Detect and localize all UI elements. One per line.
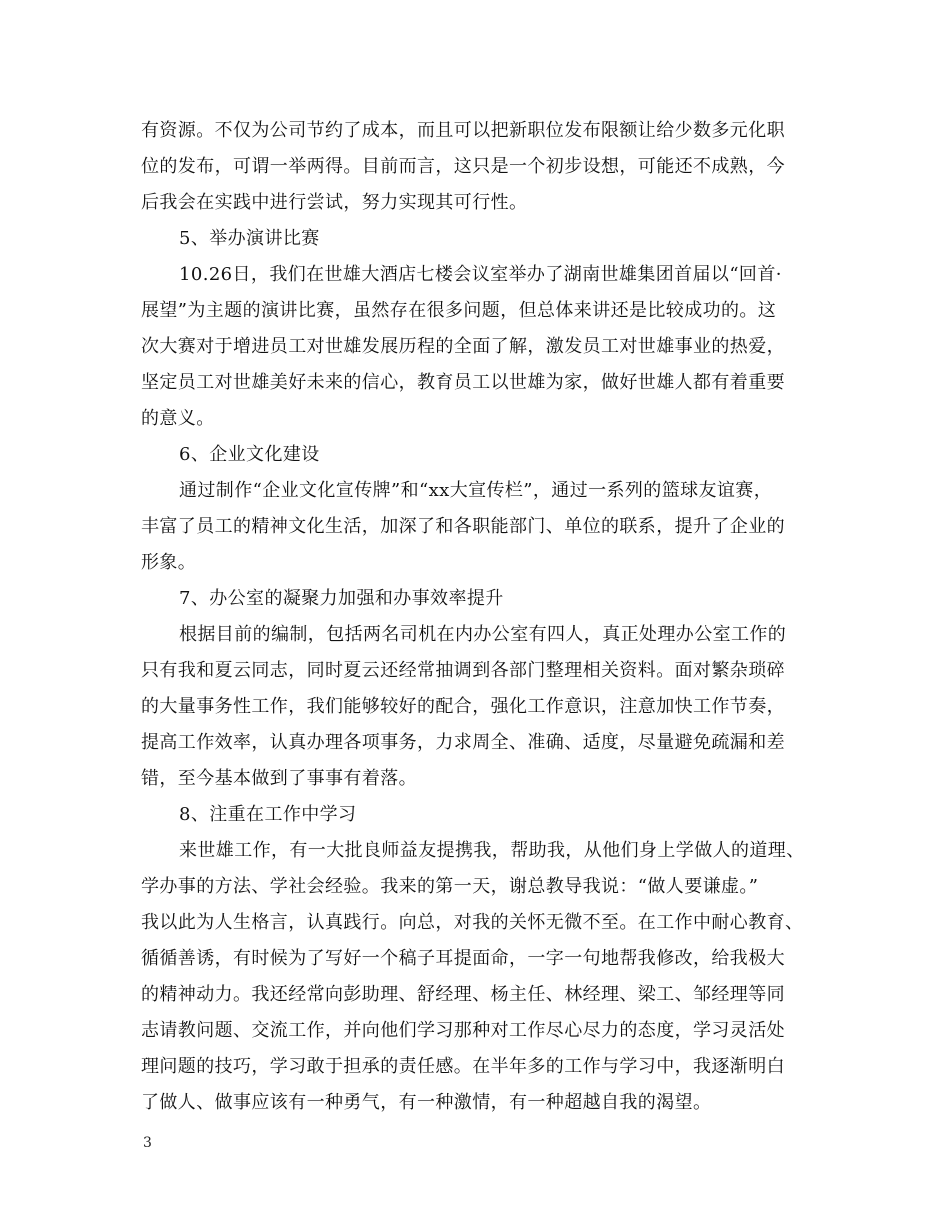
text-line: 只有我和夏云同志，同时夏云还经常抽调到各部门整理相关资料。面对繁杂琐碎 xyxy=(141,660,785,681)
paragraph-first-line: 根据目前的编制，包括两名司机在内办公室有四人，真正处理办公室工作的 xyxy=(179,624,787,645)
section-heading: 8、注重在工作中学习 xyxy=(179,804,357,825)
paragraph-first-line: 来世雄工作，有一大批良师益友提携我，帮助我，从他们身上学做人的道理、 xyxy=(179,840,805,861)
text-line: 了做人、做事应该有一种勇气，有一种激情，有一种超越自我的渴望。 xyxy=(141,1092,712,1113)
page-number: 3 xyxy=(143,1135,152,1151)
text-line: 丰富了员工的精神文化生活，加深了和各职能部门、单位的联系，提升了企业的 xyxy=(141,516,785,537)
text-line: 学办事的方法、学社会经验。我来的第一天，谢总教导我说：“做人要谦虚。” xyxy=(141,876,759,897)
section-heading: 5、举办演讲比赛 xyxy=(179,228,320,249)
paragraph-first-line: 10.26日，我们在世雄大酒店七楼会议室举办了湖南世雄集团首届以“回首· xyxy=(179,264,782,285)
text-line: 错，至今基本做到了事事有着落。 xyxy=(141,768,417,789)
body-text xyxy=(141,113,813,1121)
text-line: 坚定员工对世雄美好未来的信心，教育员工以世雄为家，做好世雄人都有着重要 xyxy=(141,372,785,393)
section-heading: 6、企业文化建设 xyxy=(179,444,320,465)
text-line: 位的发布，可谓一举两得。目前而言，这只是一个初步设想，可能还不成熟，今 xyxy=(141,156,785,177)
section-heading: 7、办公室的凝聚力加强和办事效率提升 xyxy=(179,588,504,609)
text-line: 形象。 xyxy=(141,552,197,573)
text-line: 后我会在实践中进行尝试，努力实现其可行性。 xyxy=(141,192,528,213)
text-line: 的意义。 xyxy=(141,408,215,429)
text-line: 我以此为人生格言，认真践行。向总，对我的关怀无微不至。在工作中耐心教育、 xyxy=(141,912,804,933)
text-line: 循循善诱，有时候为了写好一个稿子耳提面命，一字一句地帮我修改，给我极大 xyxy=(141,948,785,969)
text-line: 有资源。不仅为公司节约了成本，而且可以把新职位发布限额让给少数多元化职 xyxy=(141,120,785,141)
text-line: 的大量事务性工作，我们能够较好的配合，强化工作意识，注意加快工作节奏， xyxy=(141,696,785,717)
text-line: 次大赛对于增进员工对世雄发展历程的全面了解，激发员工对世雄事业的热爱， xyxy=(141,336,785,357)
text-line: 的精神动力。我还经常向彭助理、舒经理、杨主任、林经理、梁工、邹经理等同 xyxy=(141,984,785,1005)
text-line: 理问题的技巧，学习敢于担承的责任感。在半年多的工作与学习中，我逐渐明白 xyxy=(141,1056,785,1077)
paragraph-first-line: 通过制作“企业文化宣传牌”和“xx大宣传栏”，通过一系列的篮球友谊赛， xyxy=(179,480,773,501)
text-line: 提高工作效率，认真办理各项事务，力求周全、准确、适度，尽量避免疏漏和差 xyxy=(141,732,785,753)
text-line: 志请教问题、交流工作，并向他们学习那种对工作尽心尽力的态度，学习灵活处 xyxy=(141,1020,785,1041)
text-line: 展望”为主题的演讲比赛，虽然存在很多问题，但总体来讲还是比较成功的。这 xyxy=(141,300,777,321)
